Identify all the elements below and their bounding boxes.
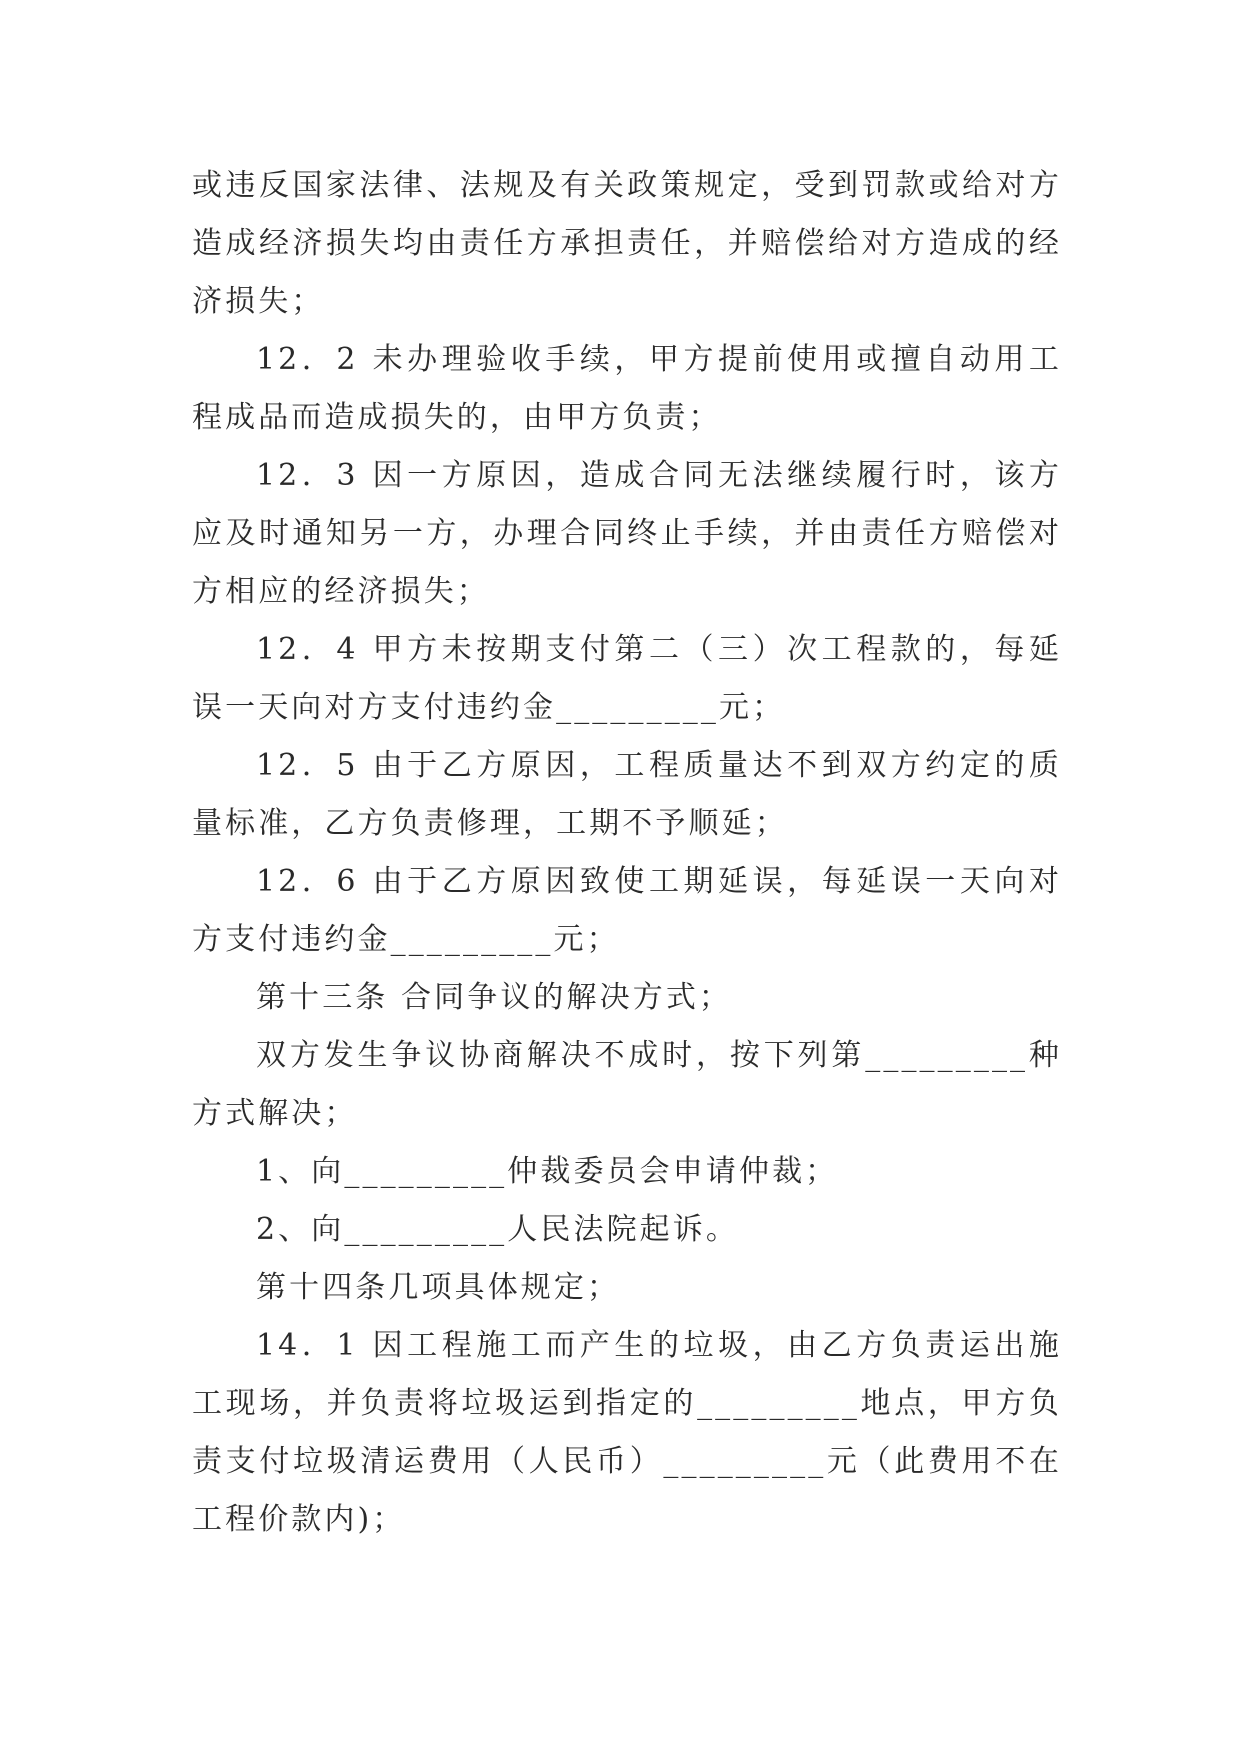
option-arbitration: 1、向_________仲裁委员会申请仲裁； (256, 1154, 839, 1189)
paragraph-12-3: 12．3 因一方原因，造成合同无法继续履行时，该方应及时通知另一方，办理合同终止手续，并由责任方赔偿对方相应的经济损失； (192, 458, 1062, 609)
document-body (192, 157, 1062, 1549)
paragraph-dispute-resolution: 双方发生争议协商解决不成时，按下列第_________种方式解决； (192, 1038, 1062, 1131)
paragraph-12-4: 12．4 甲方未按期支付第二（三）次工程款的，每延误一天向对方支付违约金_________元； (192, 632, 1062, 725)
article-14-heading: 第十四条几项具体规定； (256, 1270, 621, 1305)
option-litigation: 2、向_________人民法院起诉。 (256, 1212, 739, 1247)
paragraph-14-1: 14．1 因工程施工而产生的垃圾，由乙方负责运出施工现场，并负责将垃圾运到指定的_________地点，甲方负责支付垃圾清运费用（人民币）_________元（此费用不在工程价款内)； (192, 1328, 1062, 1537)
paragraph-12-5: 12．5 由于乙方原因，工程质量达不到双方约定的质量标准，乙方负责修理，工期不予顺延； (192, 748, 1062, 841)
paragraph-12-6: 12．6 由于乙方原因致使工期延误，每延误一天向对方支付违约金_________元； (192, 864, 1062, 957)
article-13-heading: 第十三条 合同争议的解决方式； (256, 980, 733, 1015)
paragraph-12-2: 12．2 未办理验收手续，甲方提前使用或擅自动用工程成品而造成损失的，由甲方负责； (192, 342, 1062, 435)
paragraph-liability-continuation: 或违反国家法律、法规及有关政策规定，受到罚款或给对方造成经济损失均由责任方承担责任，并赔偿给对方造成的经济损失； (192, 168, 1062, 319)
